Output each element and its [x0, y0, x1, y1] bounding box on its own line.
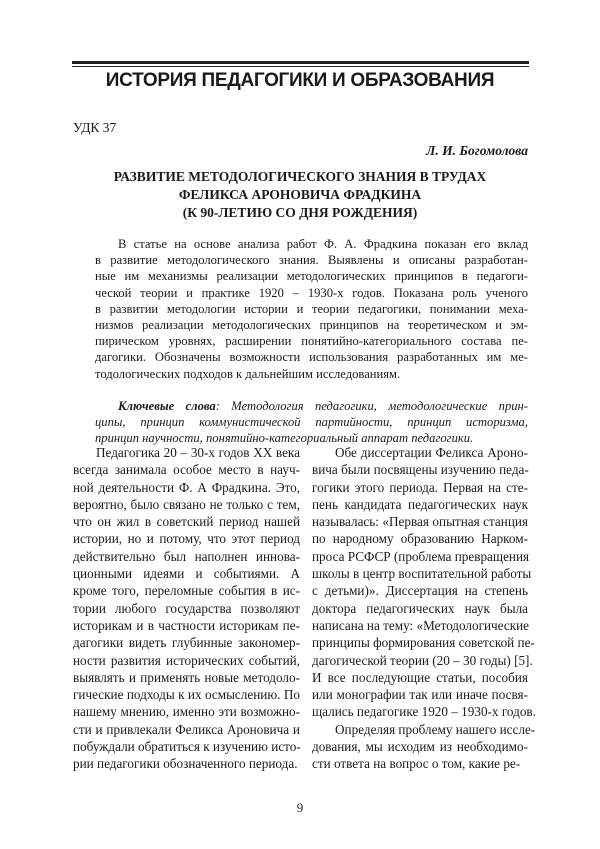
text-line: сти ответа на вопрос о том, какие ре-: [312, 755, 528, 772]
text-line: сти и привлекали Феликса Ароновича и: [73, 721, 300, 738]
author: Л. И. Богомолова: [426, 143, 528, 159]
text-line: дагогики. Обозначены возможности использования разработанных им ме-: [95, 349, 528, 365]
text-line: щались педагогике 1920 – 1930-х годов.: [312, 703, 528, 720]
text-line: по народному образованию Нарком-: [312, 530, 528, 547]
text-line: Педагогика 20 – 30-х годов XX века: [73, 444, 300, 461]
keywords-line: [95, 398, 528, 414]
title-line: ФЕЛИКСА АРОНОВИЧА ФРАДКИНА: [0, 186, 600, 204]
header-rule-thin: [72, 66, 529, 67]
text-line: ности развития исторических событий,: [73, 652, 300, 669]
keywords-label: Ключевые слова: [118, 399, 216, 413]
text-line: истории, но и потому, что этот период: [73, 530, 300, 547]
text-line: доктора педагогических наук была: [312, 600, 528, 617]
text-line: ционными идеями и событиями. А: [73, 565, 300, 582]
text-line: рии педагогики обозначенного периода.: [73, 755, 300, 772]
text-line: или монографии так или иначе посвя-: [312, 686, 528, 703]
text-line: И все последующие статьи, пособия: [312, 669, 528, 686]
text-line: гогики этого периода. Первая на сте-: [312, 479, 528, 496]
text-line: ческой теории и практике 1920 – 1930-х годов. Показана роль ученого: [95, 285, 528, 301]
text-line: дагогики видеть глубинные закономер-: [73, 634, 300, 651]
text-line: побуждали обратиться к изучению исто-: [73, 738, 300, 755]
text-line: тодологических подходов к дальнейшим исследованиям.: [95, 366, 528, 382]
keywords-line: принцип научности, понятийно-категориальный аппарат педагогики.: [95, 430, 528, 446]
keywords: [95, 398, 528, 447]
udk-code: УДК 37: [73, 120, 116, 136]
text-line: дования, мы исходим из необходимо-: [312, 738, 528, 755]
text-line: вича были посвящены изучению педа-: [312, 461, 528, 478]
text-line: В статье на основе анализа работ Ф. А. Фрадкина показан его вклад: [95, 236, 528, 252]
text-line: пирическом уровнях, расширении понятийно-категориального состава пе-: [95, 333, 528, 349]
text-line: гические подходы к их осмыслению. По: [73, 686, 300, 703]
text-line: всегда занимала особое место в науч-: [73, 461, 300, 478]
body-column-left: [73, 444, 300, 773]
text-line: низмов реализации методологических принципов на теоретическом и эм-: [95, 317, 528, 333]
text-line: действительно был наполнен иннова-: [73, 548, 300, 565]
abstract: [95, 236, 528, 382]
section-title: ИСТОРИЯ ПЕДАГОГИКИ И ОБРАЗОВАНИЯ: [0, 70, 600, 92]
text-line: Обе диссертации Феликса Ароно-: [312, 444, 528, 461]
text-line: кроме того, переломные события в ис-: [73, 582, 300, 599]
title-line: РАЗВИТИЕ МЕТОДОЛОГИЧЕСКОГО ЗНАНИЯ В ТРУДАХ: [0, 168, 600, 186]
text-line: вероятно, было связано не только с тем,: [73, 496, 300, 513]
text-line: дагогической теории (20 – 30 годы) [5].: [312, 652, 528, 669]
page-number: 9: [0, 800, 600, 816]
text-line: ной деятельности Ф. А Фрадкина. Это,: [73, 479, 300, 496]
keywords-line: ципы, принцип коммунистической партийности, принцип историзма,: [95, 414, 528, 430]
title-line: (К 90-ЛЕТИЮ СО ДНЯ РОЖДЕНИЯ): [0, 204, 600, 222]
text-line: ные им механизмы реализации методологических принципов в педагоги-: [95, 268, 528, 284]
text-line: в развитии методологии истории и теории педагогики, понимании меха-: [95, 301, 528, 317]
article-title: [0, 168, 600, 222]
text-line: называлась: «Первая опытная станция: [312, 513, 528, 530]
body-column-right: [312, 444, 528, 773]
keywords-text: : Методология педагогики, методологические прин-: [216, 399, 528, 413]
text-line: тории любого государства позволяют: [73, 600, 300, 617]
text-line: выявлять и применять новые методоло-: [73, 669, 300, 686]
text-line: с детьми)». Диссертация на степень: [312, 582, 528, 599]
text-line: Определяя проблему нашего иссле-: [312, 721, 528, 738]
text-line: историкам и в частности историкам пе-: [73, 617, 300, 634]
text-line: школы в центр воспитательной работы: [312, 565, 528, 582]
text-line: нашему мнению, именно эти возможно-: [73, 703, 300, 720]
text-line: в развитие методологического знания. Выявлены и описаны разработан-: [95, 252, 528, 268]
header-rule-thick: [72, 61, 529, 64]
text-line: что он жил в советский период нашей: [73, 513, 300, 530]
text-line: написана на тему: «Методологические: [312, 617, 528, 634]
text-line: проса РСФСР (проблема превращения: [312, 548, 528, 565]
text-line: принципы формирования советской пе-: [312, 634, 528, 651]
text-line: пень кандидата педагогических наук: [312, 496, 528, 513]
